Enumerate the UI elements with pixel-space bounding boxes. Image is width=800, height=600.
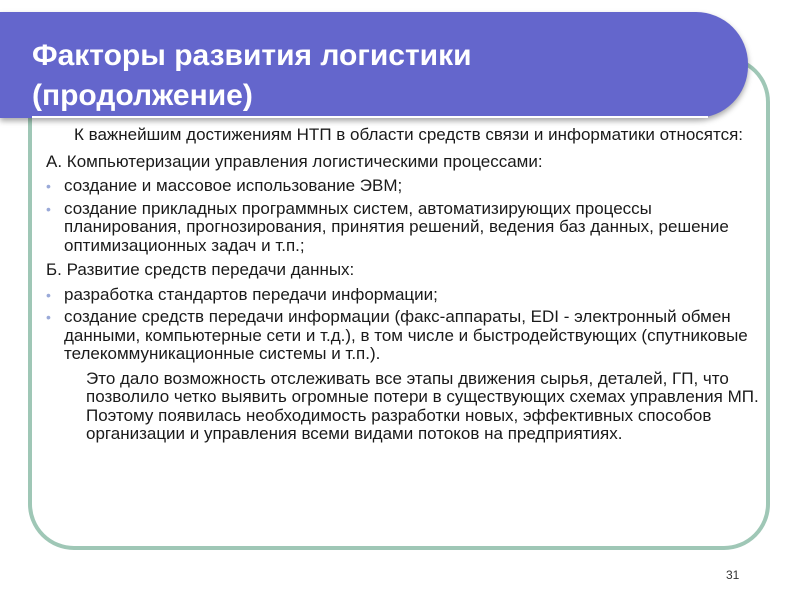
bullet-icon: • [46,309,51,325]
slide-body [46,126,762,444]
conclusion-paragraph: Это дало возможность отслеживать все этапы движения сырья, деталей, ГП, что позволило четко выявить огромные потери в существующих схемах управления МП. Поэтому появилась необходимость разработки новых, эффективных способов организации и управления всеми видами потоков на предприятиях. [86,368,759,443]
list-item [46,308,762,364]
title-line-2: (продолжение) [32,79,253,112]
title-bar [0,12,748,118]
page-number: 31 [726,568,740,582]
list-item-text: разработка стандартов передачи информации; [64,284,438,304]
list-item [46,177,762,196]
intro-paragraph: К важнейшим достижениям НТП в области средств связи и информатики относятся: [74,125,744,144]
title-line-1: Факторы развития логистики [32,39,472,72]
list-item-text: создание и массовое использование ЭВМ; [64,176,403,195]
slide-title [32,36,722,116]
title-underline [32,116,708,118]
bullet-icon: • [46,286,51,303]
bullet-icon: • [46,200,51,217]
list-item-text: создание прикладных программных систем, автоматизирующих процессы планирования, прогнозирования, принятия решений, ведения баз данных, решение оптимизационных задач и т.п.; [64,198,729,255]
bullet-icon: • [46,178,51,194]
list-item [46,200,762,256]
list-item-text: создание средств передачи информации (факс-аппараты, EDI - электронный обмен данными, компьютерные сети и т.д.), в том числе и быстродействующих (спутниковые телекоммуникационные системы и т.п.). [64,307,748,363]
list-item [46,286,762,305]
section-a-list [46,177,762,255]
section-b-list [46,286,762,364]
section-b-heading: Б. Развитие средств передачи данных: [46,260,355,279]
section-a-heading: А. Компьютеризации управления логистическими процессами: [46,151,543,171]
